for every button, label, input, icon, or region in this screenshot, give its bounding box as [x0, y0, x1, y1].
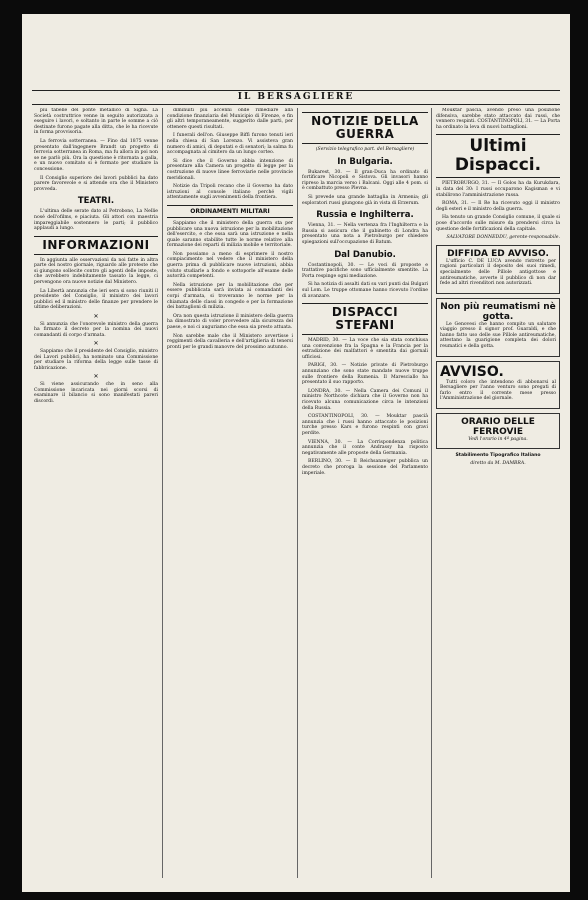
- col3-paragraph: MADRID, 30. — La voce che sia stata conchiusa una convenzione fra la Spagna e la Francia per la estradizione dei malfattori è smentita dai giornali ufficiosi.: [302, 338, 428, 360]
- col2-paragraph: Sappiamo che il ministero della guerra sta per pubblicare una nuova istruzione per la mobilitazione dell'esercito, e che essa sarà una istruzione e nella quale saranno stabilite tutte le norme relative alla formazione dei reparti di milizia mobile e territoriale.: [167, 220, 293, 249]
- col3-paragraph: LONDRA, 30. — Nella Camera dei Comuni il ministro Northcote dichiara che il Governo non ha ricevuto alcuna comunicazione circa le intenzioni della Russia.: [302, 388, 428, 411]
- col3-paragraph: BERLINO, 30. — Il Reichsanzeiger pubblica un decreto che proroga la sessione del Parlamento imperiale.: [302, 459, 428, 476]
- separator-cross: ✕: [93, 373, 99, 381]
- col2-paragraph: diminuiti più accenni onde rimediare alla condizione finanziaria del Municipio di Firenze, e fin gli altri temporaneamente, suggerito dalle parti, per ottenere questi risultati.: [167, 108, 293, 130]
- col1-paragraph: Il Consiglio superiore dei lavori pubblici ha dato parere favorevole e si attende ora che il Ministero provveda.: [34, 175, 158, 192]
- col2-paragraph: Non sarebbe male che il Ministero avvertisse i reggimenti della cavalleria e dell'artiglieria di tenersi pronti per le grandi manovre del prossimo autunno.: [167, 333, 293, 350]
- col3-paragraph: VIENNA, 30. — La Corrispondenza politica annunzia che il conte Andrassy ha risposto negativamente alle proposte della Germania.: [302, 439, 428, 456]
- ad-title: ORARIO DELLE FERROVIE: [461, 417, 535, 438]
- printer-director: diretto da M. DAMBRA.: [470, 461, 526, 467]
- section-title-dispacci-stefani: DISPACCI STEFANI: [302, 303, 428, 335]
- col2-paragraph: I funerali dell'on. Giuseppe Biffi furono tenuti ieri nella chiesa di San Lorenzo. Vi assisteva gran numero di amici, di deputati e di senatori; la salma fu accompagnata al cimitero da un lungo corteo.: [167, 133, 293, 156]
- advertisement-orario: [436, 413, 560, 449]
- col1-paragraph: più tabelle del ponte metallico di Signa. La Società costruttrice venne in seguito autorizzata a eseguire i lavori, e soltanto in parte le somme a ciò destinate furono pagate alla ditta, che le ha ricevute in forma provvisoria.: [34, 108, 158, 136]
- col4-paragraph: Ha tenuto un grande Consiglio comune, il quale si pose d'accordo sulle misure da prendersi circa la questione delle fortificazioni della capitale.: [436, 215, 560, 232]
- column-rule-1: [162, 108, 163, 878]
- subsection-title: In Bulgaria.: [337, 156, 393, 167]
- column-4: [436, 108, 560, 878]
- col4-paragraph: PIETROBURGO, 31. — Il Golos ha da Kurukdara, in data del 30: I russi occuparono Kagisman e vi stabilirono l'amministrazione russa.: [436, 181, 560, 198]
- subsection-title: Russia e Inghilterra.: [316, 210, 414, 221]
- col1-paragraph: In aggiunta alle osservazioni da noi fatte in altra parte del nostro giornale, riguardo alle proteste che si giungono sollecite contro gli agenti delle imposte, che avrebbero indebitamente tassato la legge, ci pervengono ora nuove notizie dal Ministero.: [34, 257, 158, 286]
- col3-paragraph: Si ha notizia di assalti dati su vari punti dai Bulgari sul Lom. Le truppe ottomane hanno ricevuto l'ordine di avanzare.: [302, 282, 428, 299]
- printer-name: Stabilimento Tipografico Italiano: [455, 452, 541, 458]
- col2-paragraph: Si dice che il Governo abbia intenzione di presentare alla Camera un progetto di legge per la costruzione di nuove linee ferroviarie nelle provincie meridionali.: [167, 158, 293, 181]
- ad-title: Non più reumatismi nè gotta.: [440, 301, 556, 322]
- col1-paragraph: La ferrovia sotterranea. — Fino dal 1875 venne presentato dall'ingegnere Brandt un progetto di ferrovia sotterranea in Roma, ma fu allora in poi non se ne parlò più. Ora la questione è ritornata a galla, e un nuovo comitato si è formato per studiare la concessione.: [34, 138, 158, 172]
- section-title-notizie-guerra: NOTIZIE DELLA GUERRA: [302, 112, 428, 144]
- section-subtitle: (Servizio telegrafico part. del Bersagliere): [315, 147, 415, 152]
- section-title-teatri: TEATRI.: [77, 196, 115, 207]
- column-3: [302, 108, 428, 878]
- col3-paragraph: Si prevede una grande battaglia in Armenia; gli esploratori russi giungono già in vista di Erzerum.: [302, 194, 428, 206]
- col3-paragraph: Costantinopoli, 30. — Le voci di proposte e trattative pacifiche sono ufficialmente smentite. La Porta respinge ogni mediazione.: [302, 262, 428, 279]
- col3-paragraph: Vienna, 31. — Nella vertenza fra l'Inghilterra e la Russia si assicura che il gabinetto di Londra ha presentato una nota a Pietroburgo per chiedere spiegazioni sull'occupazione di Batum.: [302, 223, 428, 245]
- ad-text: Tutti coloro che intendono di abbonarsi al Bersagliere per l'anno venturo sono pregati di farlo entro il corrente mese presso l'Amministrazione del giornale.: [440, 379, 556, 402]
- ad-text: Le Genovesi che hanno compito un salutare viaggio presso il signor prof. Guaraldi, e che hanno fatto uso delle sue Pillole antireumatiche, attestano la guarigione completa dei dolori reumatici e della gotta.: [440, 321, 556, 350]
- column-rule-2: [297, 108, 298, 878]
- ad-title: DIFFIDA ED AVVISO.: [447, 248, 549, 259]
- newspaper-page: [22, 14, 570, 892]
- col2-paragraph: Ora non questa istruzione il ministero della guerra ha dimostrato di voler provvedere alla sicurezza del paese, e noi ci auguriamo che essa sia presto attuata.: [167, 313, 293, 330]
- col3-paragraph: PARIGI, 30. — Notizie private di Pietroburgo annunziano che sono state mandate nuove truppe sulle frontiere della Rumenia. Il Maresciallo ha presentato il suo rapporto.: [302, 363, 428, 386]
- col2-paragraph: Non possiamo a meno di esprimere il nostro compiacimento nel vedere che il ministero della guerra prima di pubblicare nuove istruzioni, abbia voluto studiarle a fondo e sottoporle all'esame delle autorità competenti.: [167, 251, 293, 280]
- column-2: [167, 108, 293, 878]
- col1-paragraph: Sappiamo che il presidente del Consiglio, ministro dei Lavori pubblici, ha nominato una Commissione per studiare la riforma della legge sulle tasse di fabbricazione.: [34, 349, 158, 371]
- col3-paragraph: COSTANTINOPOLI, 30. — Mouktar pascià annunzia che i russi hanno attaccato le posizioni turche presso Kars e furono respinti con gravi perdite.: [302, 414, 428, 436]
- subsection-title: Dal Danubio.: [334, 249, 396, 260]
- col2-paragraph: Notizie da Tripoli recano che il Governo ha dato istruzioni al console italiano perché vigili attentamente sugli avvenimenti della frontiera.: [167, 184, 293, 201]
- col1-paragraph: Si viene assicurando che in seno alla Commissione incaricata nei giorni scorsi di esaminare il bilancio si sono manifestati pareri discordi.: [34, 381, 158, 404]
- col4-paragraph: Mouktar pascià, avendo preso una posizione difensiva, sarebbe stato attaccato dai russi, che vennero respinti. COSTANTINOPOLI, 31. — La Porta ha ordinato la leva di nuovi battaglioni.: [436, 108, 560, 130]
- advertisement-reumatismi: [436, 298, 560, 357]
- header-rule-bottom: [32, 104, 560, 105]
- column-1: [34, 108, 158, 878]
- advertisement-diffida: [436, 245, 560, 294]
- section-title-ordinamenti-militari: ORDINAMENTI MILITARI: [167, 205, 293, 218]
- separator-cross: ✕: [93, 340, 99, 348]
- header-rule-top: [32, 90, 560, 91]
- signature: SALVATORE DONNEDDU, gerente-responsabile.: [446, 235, 560, 241]
- col1-paragraph: Si annunzia che l'onorevole ministro della guerra ha firmato il decreto per la nomina dei nuovi comandanti di corpo d'armata.: [34, 321, 158, 338]
- section-title-ultimi-dispacci: Ultimi Dispacci.: [436, 134, 560, 178]
- col1-paragraph: L'ultima delle serate dato al Petrobono, La Nellie nosé dell'ofilms, e piaciuta. Gli attori con maestria impareggiabile sostennero le parti; il pubblico applaudì a lungo.: [34, 209, 158, 232]
- col2-paragraph: Nella istruzione per la mobilitazione che per essere pubblicata sarà inviata ai comandanti dei corpi d'armata, si troveranno le norme per la chiamata delle classi in congedo e per la formazione dei battaglioni di milizia.: [167, 282, 293, 311]
- col3-paragraph: Bukarest, 30. — Il gran-Duca ha ordinato di fortificare Nicopoli e Sistova. Gli invasori hanno ripreso la marcia verso i Balcani. Oggi alle 4 pom. si è combattuto presso Plevna.: [302, 169, 428, 192]
- col1-paragraph: La Libertà annunzia che ieri sera si sono riuniti il presidente del Consiglio, il ministro dei lavori pubblici ed il ministro delle finanze per prendere le ultime deliberazioni.: [34, 288, 158, 311]
- ad-subtitle: Vedi l'orario in 4ª pagina.: [468, 437, 528, 443]
- advertisement-avviso: [436, 361, 560, 409]
- ad-title: AVVISO.: [440, 363, 504, 380]
- ad-text: L'ufficio C. DE LUCA avendo ristretto per ragioni particolari il deposito dei suoi rimedi, specialmente delle Pillole antigottose e antireumatiche, avverte il pubblico di non dar fede ad altri rivenditori non autorizzati.: [440, 258, 556, 287]
- column-rule-3: [431, 108, 432, 878]
- section-title-informazioni: INFORMAZIONI: [34, 236, 158, 255]
- running-head: IL BERSAGLIERE: [237, 92, 355, 102]
- col4-paragraph: ROMA, 31. — Il Re ha ricevuto oggi il ministro degli esteri e il ministro della guerra.: [436, 201, 560, 212]
- separator-cross: ✕: [93, 313, 99, 321]
